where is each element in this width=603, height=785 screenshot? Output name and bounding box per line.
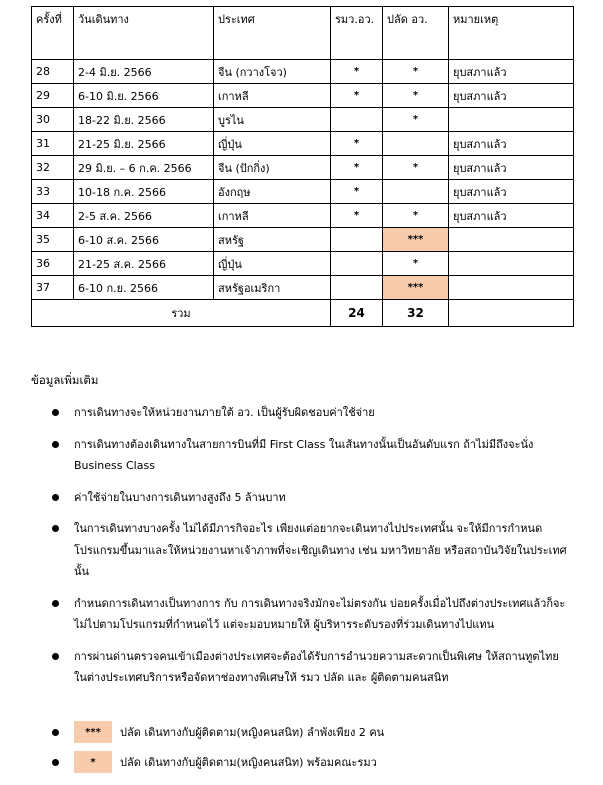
cell-note <box>449 228 574 252</box>
cell-note: ยุบสภาแล้ว <box>449 156 574 180</box>
cell-note <box>449 276 574 300</box>
legend-item-single <box>48 751 568 775</box>
list-item-text: การเดินทางจะให้หน่วยงานภายใต้ อว. เป็นผู้รับผิดชอบค่าใช้จ่าย <box>74 406 375 419</box>
cell-permanent-secretary: * <box>383 252 449 276</box>
cell-date: 29 มิ.ย. – 6 ก.ค. 2566 <box>74 156 214 180</box>
cell-no: 31 <box>32 132 74 156</box>
cell-note <box>449 108 574 132</box>
cell-minister: * <box>331 132 383 156</box>
cell-no: 36 <box>32 252 74 276</box>
cell-no: 32 <box>32 156 74 180</box>
list-item-text: กำหนดการเดินทางเป็นทางการ กับ การเดินทางจริงมักจะไม่ตรงกัน บ่อยครั้งเมื่อไปถึงต่างประเทศแล้วก็จะไม่ไปตามโปรแกรมที่กำหนดไว้ แต่จะมอบหมายให้ ผู้บริหารระดับรองที่ร่วมเดินทางไปแทน <box>74 596 566 631</box>
header-note: หมายเหตุ <box>449 7 574 60</box>
bullet-dot <box>52 494 59 501</box>
cell-country: ญี่ปุ่น <box>214 252 331 276</box>
cell-minister: * <box>331 60 383 84</box>
list-item-text: การเดินทางต้องเดินทางในสายการบินที่มี First Class ในเส้นทางนั้นเป็นอันดับแรก ถ้าไม่มีถึงจะนั่ง Business Class <box>74 437 534 472</box>
total-note <box>449 300 574 327</box>
total-permanent-secretary: 32 <box>383 300 449 327</box>
cell-date: 6-10 ส.ค. 2566 <box>74 228 214 252</box>
total-label: รวม <box>32 300 331 327</box>
header-permanent-secretary: ปลัด อว. <box>383 7 449 60</box>
list-item <box>48 434 568 477</box>
table-row <box>32 180 574 204</box>
cell-country: บูรไน <box>214 108 331 132</box>
cell-minister: * <box>331 156 383 180</box>
cell-country: จีน (ปักกิ่ง) <box>214 156 331 180</box>
cell-date: 21-25 มิ.ย. 2566 <box>74 132 214 156</box>
cell-permanent-secretary: * <box>383 84 449 108</box>
cell-note: ยุบสภาแล้ว <box>449 180 574 204</box>
table-row <box>32 228 574 252</box>
cell-permanent-secretary: *** <box>383 276 449 300</box>
list-item-text: ในการเดินทางบางครั้ง ไม่ได้มีภารกิจอะไร เพียงแต่อยากจะเดินทางไปประเทศนั้น จะให้มีการกำหนดโปรแกรมขึ้นมาและให้หน่วยงานหาเจ้าภาพที่จะเชิญเดินทาง เช่น มหาวิทยาลัย หรือสถาบันวิจัยในประเทศนั้น <box>74 522 567 578</box>
legend-swatch-single: * <box>74 751 112 773</box>
cell-country: เกาหลี <box>214 84 331 108</box>
cell-note: ยุบสภาแล้ว <box>449 60 574 84</box>
total-minister: 24 <box>331 300 383 327</box>
table-row <box>32 84 574 108</box>
info-bullet-list <box>48 402 568 699</box>
table-header-row <box>32 7 574 60</box>
cell-date: 2-5 ส.ค. 2566 <box>74 204 214 228</box>
cell-date: 6-10 ก.ย. 2566 <box>74 276 214 300</box>
legend-text-triple: ปลัด เดินทางกับผู้ติดตาม(หญิงคนสนิท) ลำพังเพียง 2 คน <box>120 726 385 739</box>
cell-permanent-secretary: * <box>383 204 449 228</box>
cell-permanent-secretary <box>383 180 449 204</box>
table-body <box>32 60 574 300</box>
cell-note: ยุบสภาแล้ว <box>449 84 574 108</box>
table-row <box>32 108 574 132</box>
cell-date: 21-25 ส.ค. 2566 <box>74 252 214 276</box>
cell-note: ยุบสภาแล้ว <box>449 204 574 228</box>
list-item <box>48 593 568 636</box>
cell-minister <box>331 276 383 300</box>
list-item <box>48 487 568 509</box>
header-no: ครั้งที่ <box>32 7 74 60</box>
cell-date: 18-22 มิ.ย. 2566 <box>74 108 214 132</box>
cell-permanent-secretary: * <box>383 156 449 180</box>
cell-country: ญี่ปุ่น <box>214 132 331 156</box>
cell-country: เกาหลี <box>214 204 331 228</box>
cell-permanent-secretary: * <box>383 60 449 84</box>
table-row <box>32 60 574 84</box>
table-row <box>32 276 574 300</box>
bullet-dot <box>52 441 59 448</box>
cell-date: 10-18 ก.ค. 2566 <box>74 180 214 204</box>
cell-no: 35 <box>32 228 74 252</box>
cell-minister: * <box>331 84 383 108</box>
bullet-dot <box>52 653 59 660</box>
cell-no: 37 <box>32 276 74 300</box>
bullet-dot <box>52 759 59 766</box>
info-title: ข้อมูลเพิ่มเติม <box>31 373 99 387</box>
table-row <box>32 252 574 276</box>
cell-minister <box>331 252 383 276</box>
cell-permanent-secretary: *** <box>383 228 449 252</box>
cell-no: 33 <box>32 180 74 204</box>
header-date: วันเดินทาง <box>74 7 214 60</box>
bullet-dot <box>52 729 59 736</box>
bullet-dot <box>52 409 59 416</box>
legend-text-single: ปลัด เดินทางกับผู้ติดตาม(หญิงคนสนิท) พร้อมคณะรมว <box>120 756 377 769</box>
bullet-dot <box>52 525 59 532</box>
legend-swatch-triple: *** <box>74 721 112 743</box>
cell-country: สหรัฐอเมริกา <box>214 276 331 300</box>
cell-minister <box>331 228 383 252</box>
bullet-dot <box>52 600 59 607</box>
cell-minister: * <box>331 204 383 228</box>
header-minister: รมว.อว. <box>331 7 383 60</box>
table-row <box>32 204 574 228</box>
cell-date: 6-10 มิ.ย. 2566 <box>74 84 214 108</box>
list-item-text: ค่าใช้จ่ายในบางการเดินทางสูงถึง 5 ล้านบาท <box>74 490 286 504</box>
cell-note <box>449 252 574 276</box>
table-row <box>32 156 574 180</box>
list-item <box>48 402 568 424</box>
legend-item-triple <box>48 721 568 745</box>
table-total-row <box>32 300 574 327</box>
cell-minister: * <box>331 180 383 204</box>
cell-permanent-secretary: * <box>383 108 449 132</box>
table-row <box>32 132 574 156</box>
cell-no: 34 <box>32 204 74 228</box>
cell-country: สหรัฐ <box>214 228 331 252</box>
cell-no: 29 <box>32 84 74 108</box>
cell-no: 28 <box>32 60 74 84</box>
trips-table <box>31 6 574 327</box>
cell-country: จีน (กวางโจว) <box>214 60 331 84</box>
list-item <box>48 518 568 583</box>
list-item <box>48 646 568 689</box>
list-item-text: การผ่านด่านตรวจคนเข้าเมืองต่างประเทศจะต้องได้รับการอำนวยความสะดวกเป็นพิเศษ ให้สถานทูตไทยในต่างประเทศบริการหรือจัดหาช่องทางพิเศษให้ รมว ปลัด และ ผู้ติดตามคนสนิท <box>74 649 559 684</box>
cell-note: ยุบสภาแล้ว <box>449 132 574 156</box>
header-country: ประเทศ <box>214 7 331 60</box>
cell-minister <box>331 108 383 132</box>
cell-no: 30 <box>32 108 74 132</box>
cell-date: 2-4 มิ.ย. 2566 <box>74 60 214 84</box>
cell-country: อังกฤษ <box>214 180 331 204</box>
cell-permanent-secretary <box>383 132 449 156</box>
